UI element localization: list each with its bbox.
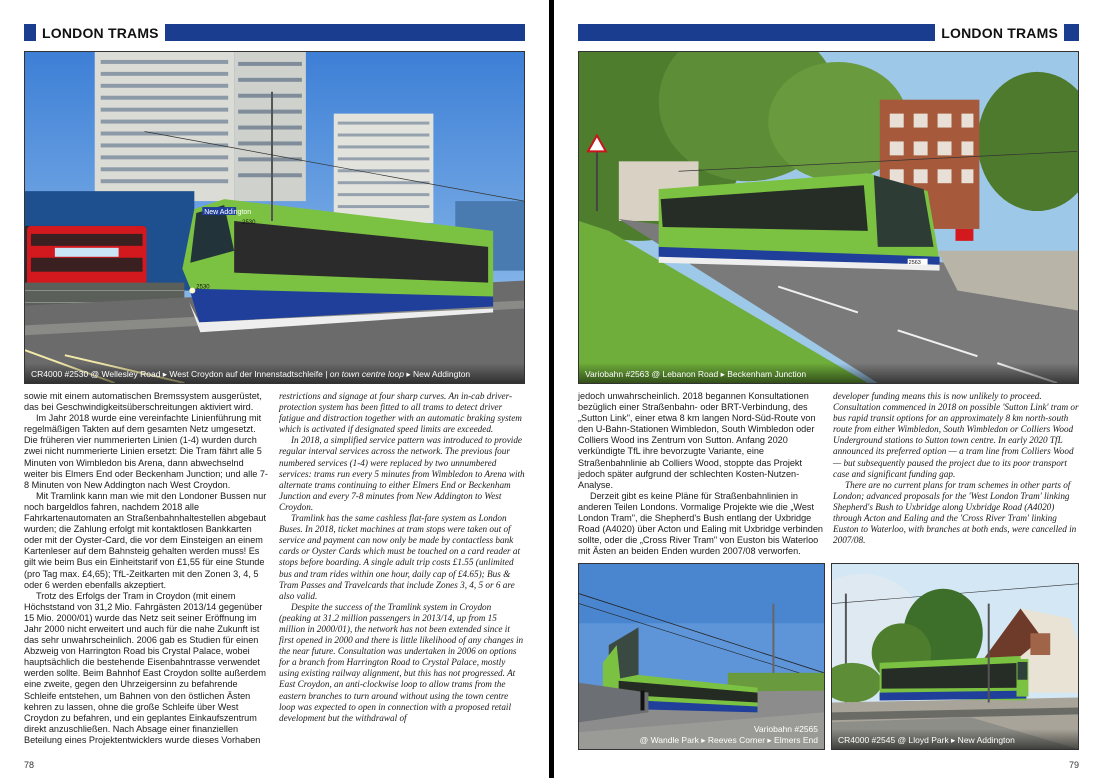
page-number: 78 (24, 760, 35, 770)
running-title: LONDON TRAMS (935, 23, 1064, 43)
photo-caption: CR4000 #2545 @ Lloyd Park ▸ New Addington (832, 729, 1078, 749)
svg-text:2530: 2530 (242, 219, 256, 226)
tram-photo (832, 564, 1078, 749)
left-page (0, 0, 549, 778)
svg-text:New Addington: New Addington (204, 209, 252, 217)
svg-text:2530: 2530 (196, 284, 210, 291)
photo-caption: CR4000 #2530 @ Wellesley Road ▸ West Croydon auf der Innenstadtschleife | on town centre loop ▸ New Addington (25, 363, 524, 383)
article-column-english: developer funding means this is now unlikely to proceed. Consultation commenced in 2018 on possible 'Sutton Link' tram or bus rapid transit options for an approximately 8 km north-south route from either Wimbledon, South Wimbledon or Colliers Wood Underground stations to Sutton town centre. In early 2020 TfL announced its preferred option — a tram line from Colliers Wood — but subsequently paused the project due to its poor transport case and significant funding gap. There are no current plans for tram schemes in other parts of London; advanced proposals for the 'West London Tram' linking Shepherd's Bush to Uxbridge along Uxbridge Road (A4020) through Acton and Ealing and the 'Cross River Tram' linking Euston to Waterloo, with branches at both ends, were cancelled in 2007/08. (833, 391, 1079, 546)
article-column-english: restrictions and signage at four sharp curves. An in-cab driver-protection system has been fitted to all trams to detect driver fatigue and distraction together with an automatic braking system which is activated if designated speed limits are exceeded. In 2018, a simplified service pattern was introduced to provide regular interval services across the network. The previous four numbered services (1-4) were replaced by two unnumbered services: trams run every 5 minutes from Wimbledon to Arena with alternate trams continuing to either Elmers End or Beckenham Junction and every 7-8 minutes from New Addington to West Croydon. Tramlink has the same cashless flat-fare system as London Buses. In 2018, ticket machines at tram stops were taken out of service and payment can now only be made by contactless bank cards or Oyster Cards which must be touched on a card reader at stops before boarding. A single adult trip costs £1.55 (unlimited bus and tram rides within one hour, daily cap of £4.65); Bus & Tram Passes and Travelcards that include Zones 3, 4, 5 or 6 are also valid. Despite the success of the Tramlink system in Croydon (peaking at 31.2 million passengers in 2013/14, up from 15 million in 2000/01), the network has not been extended since it first opened in 2000 and there is little likelihood of any changes in the near future. Consultation was undertaken in 2006 on options for a branch from Harrington Road to Crystal Palace, mostly using existing railway alignment, but this has not progressed. At East Croydon, an anti-clockwise loop to allow trams from the eastern branches to turn around without using the town centre loop was expected to open in connection with a proposed retail development but the withdrawal of (279, 391, 525, 723)
running-title: LONDON TRAMS (36, 23, 165, 43)
article-column-german: sowie mit einem automatischen Bremssystem ausgerüstet, das bei Geschwindigkeitsüberschreitungen aktiviert wird. Im Jahr 2018 wurde eine vereinfachte Linienführung mit regelmäßigen Takten auf dem gesamten Netz umgesetzt. Die früheren vier nummerierten Linien (1-4) wurden durch zwei nicht nummerierte Linien ersetzt: Die Tram fährt alle 5 Minuten von Wimbledon bis Arena, dann abwechselnd weiter bis Elmers End oder Beckenham Junction; und alle 7-8 Minuten von New Addington nach West Croydon. Mit Tramlink kann man wie mit den Londoner Bussen nur noch bargeldlos fahren, nachdem 2018 alle Fahrkartenautomaten an Straßenbahnhaltestellen abgebaut wurden; die Zahlung erfolgt mit kontaktlosen Bankkarten oder mit der Oyster-Card, die vor dem Einsteigen an einem Kartenleser auf dem Bahnsteig gehalten werden muss! Es gilt wie beim Bus ein Einheitstarif von £1,55 für eine Stunde (pro Tag max. £4,65); TfL-Zeitkarten mit den Zonen 3, 4, 5 oder 6 werden ebenfalls akzeptiert. Trotz des Erfolgs der Tram in Croydon (mit einem Höchststand von 31,2 Mio. Fahrgästen 2013/14 gegenüber 15 Mio. 2000/01) wurde das Netz seit seiner Eröffnung im Jahr 2000 nicht erweitert und auch für die nahe Zukunft ist das sehr unwahrscheinlich. 2006 gab es Studien für einen Abzweig von Harrington Road bis Crystal Palace, wobei hauptsächlich die bestehende Eisenbahntrasse verwendet werden sollte. Beim Bahnhof East Croydon sollte außerdem eine zweite, gegen den Uhrzeigersinn zu befahrende Schleife entstehen, um Bahnen von den östlichen Ästen kehren zu lassen, ohne die große Schleife über West Croydon zu befahren, und ein geplantes Einkaufszentrum direkt anzuschließen. Nach Absage einer finanziellen Beteilung eines Projektentwicklers wurde dieses Vorhaben (24, 391, 268, 745)
page-number: 79 (1068, 760, 1079, 770)
article-column-german: jedoch unwahrscheinlich. 2018 begannen Konsultationen bezüglich einer Straßenbahn- oder BRT-Verbindung, des „Sutton Link", einer etwa 8 km langen Nord-Süd-Route von den U-Bahn-Stationen Wimbledon, South Wimbledon oder Colliers Wood ins Zentrum von Sutton. Anfang 2020 verkündigte TfL ihre bevorzugte Variante, eine Straßenbahnlinie ab Colliers Wood, stoppte das Projekt jedoch später aufgrund der schlechten Kosten-Nutzen-Analyse. Derzeit gibt es keine Pläne für Straßenbahnlinien in anderen Teilen Londons. Vormalige Projekte wie die „West London Tram", die Shepherd's Bush entlang der Uxbridge Road (A4020) über Acton und Ealing mit Uxbridge verbinden sollte, oder die „Cross River Tram" von Euston bis Waterloo mit Ästen an beiden Enden wurden 2007/08 verworfen. (578, 391, 824, 557)
right-page (554, 0, 1103, 778)
tram-photo (579, 52, 1078, 383)
photo-lebanon-road (578, 51, 1079, 384)
photo-wellesley-road (24, 51, 525, 384)
photo-caption: Variobahn #2563 @ Lebanon Road ▸ Beckenham Junction (579, 363, 1078, 383)
svg-text:2563: 2563 (908, 260, 921, 267)
tram-photo (579, 564, 824, 749)
photo-caption: Variobahn #2565 @ Wandle Park ▸ Reeves Corner ▸ Elmers End (639, 724, 818, 745)
tram-photo (25, 52, 524, 383)
photo-wandle-park (578, 563, 825, 750)
photo-lloyd-park (831, 563, 1079, 750)
